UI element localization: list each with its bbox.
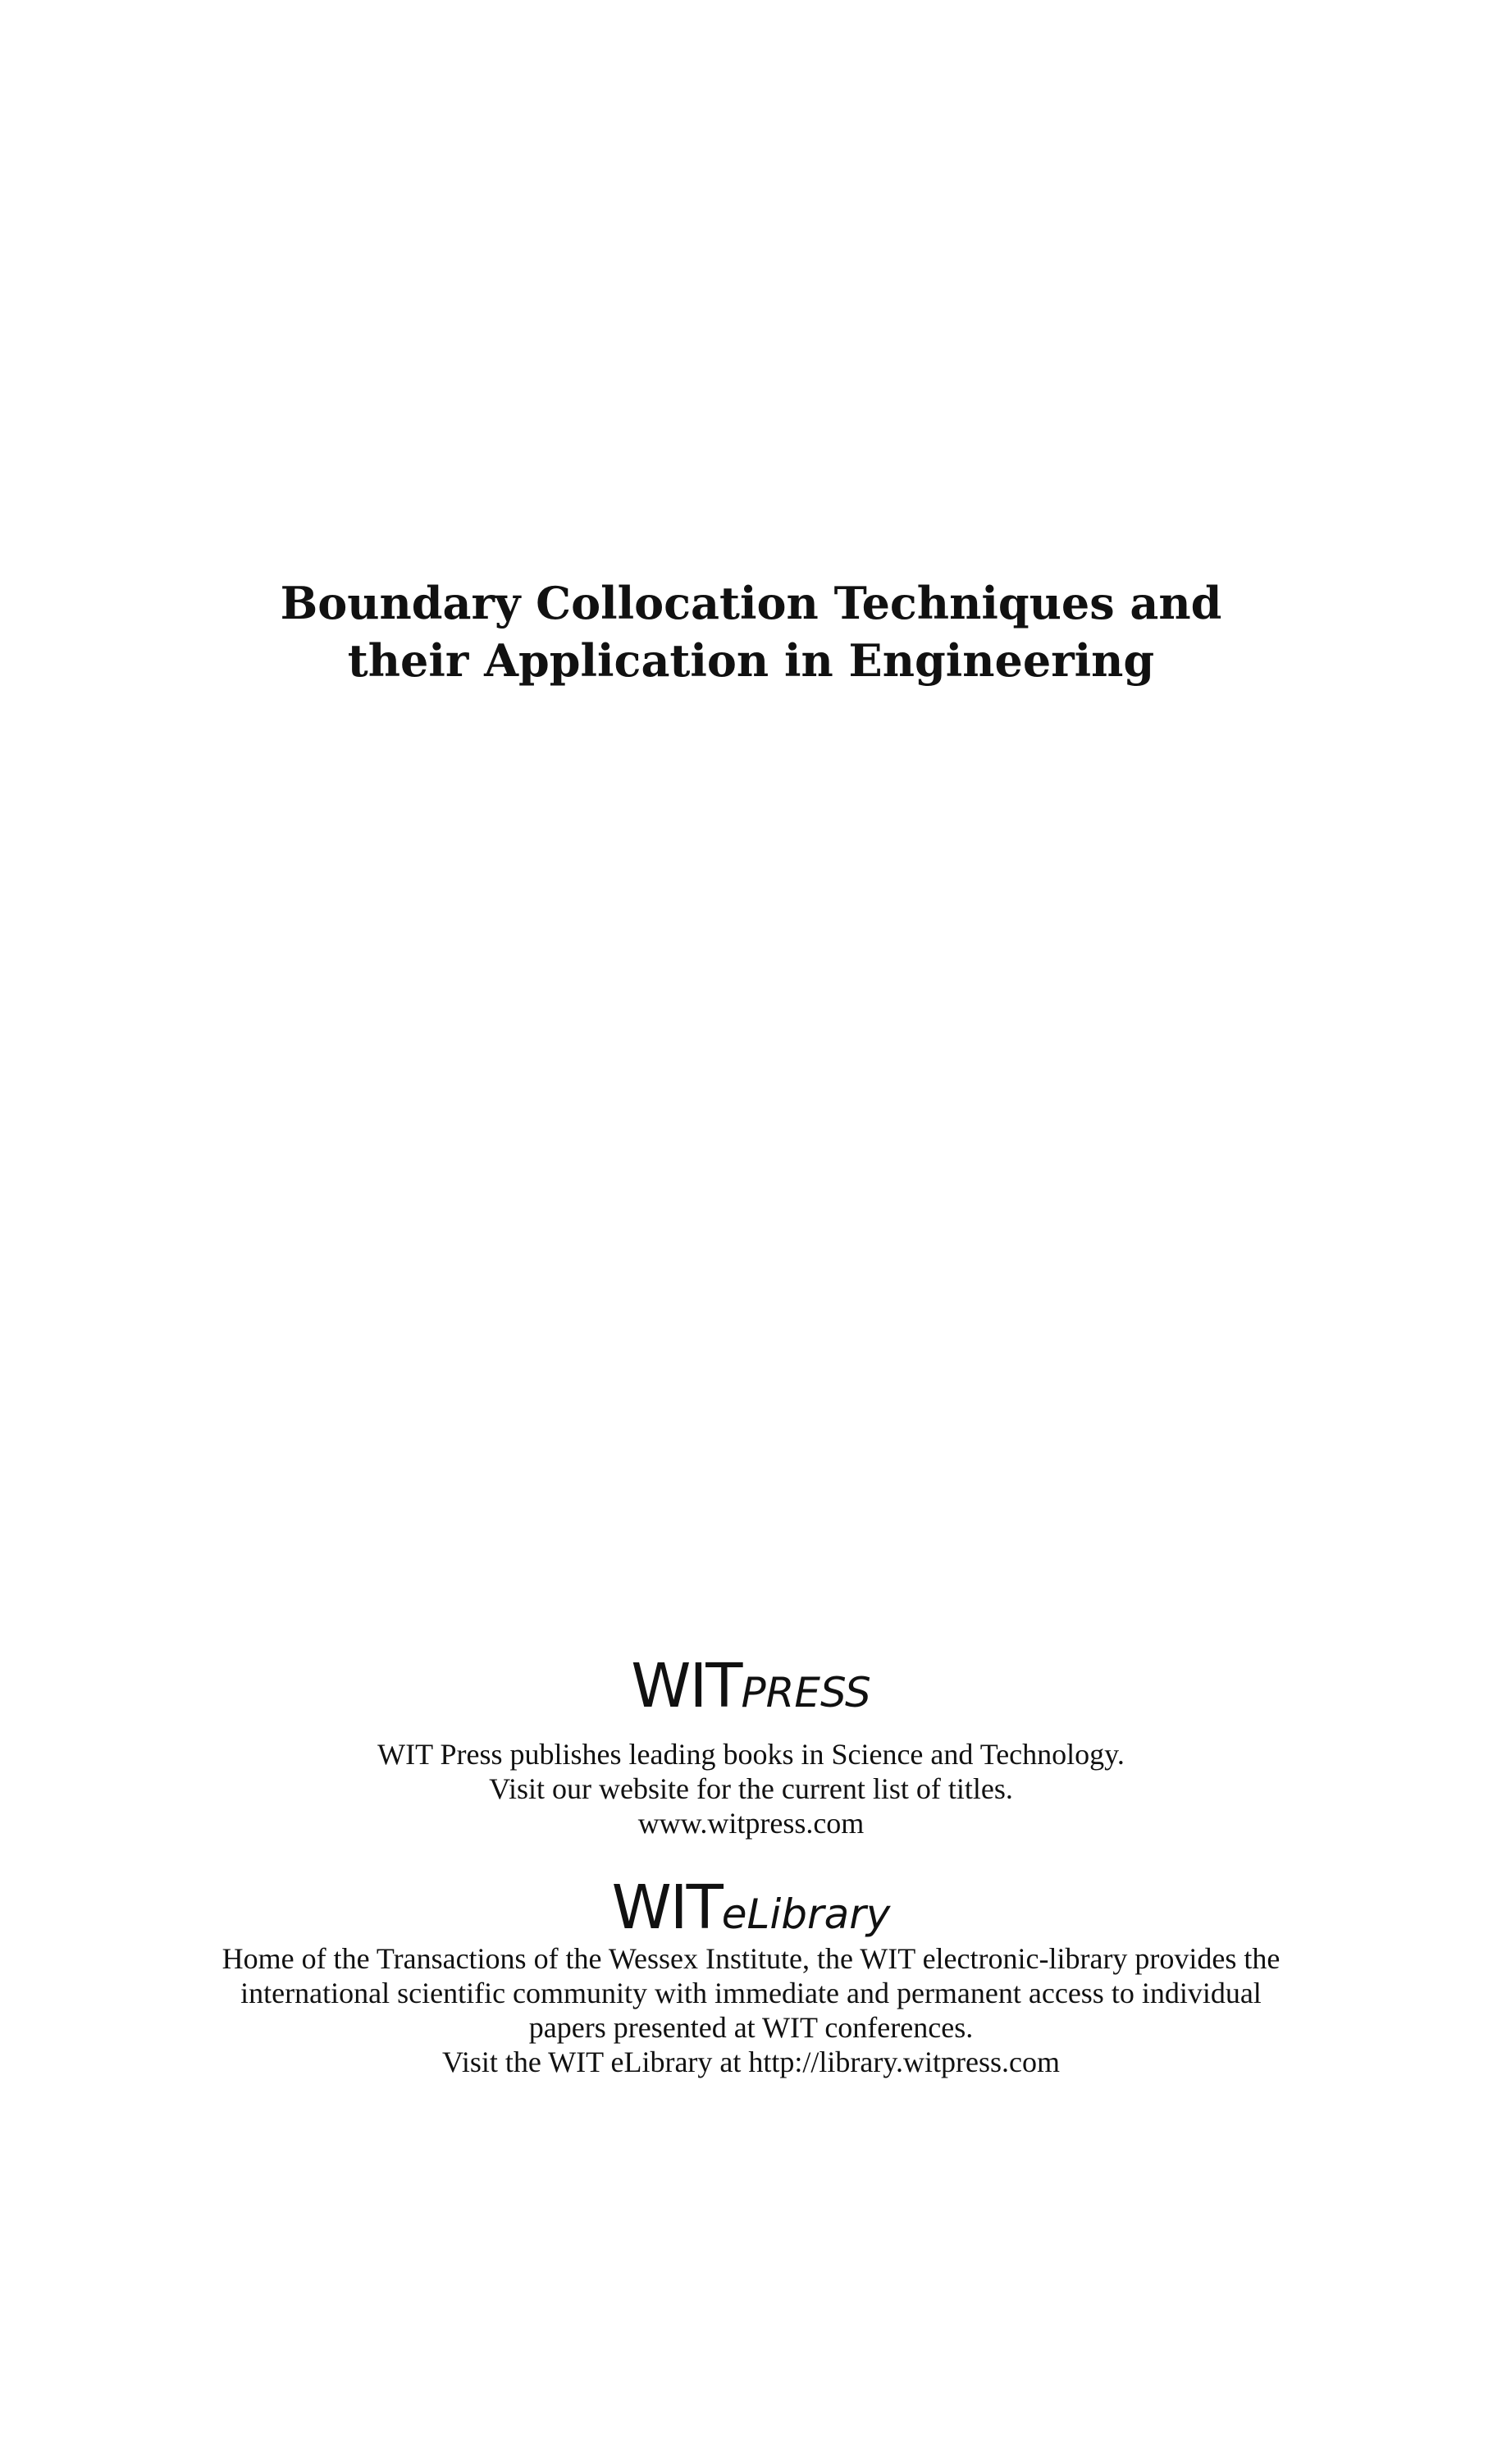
wit-elibrary-line-2: international scientific community with immediate and permanent access to individual	[240, 1977, 1262, 2009]
wit-press-description	[0, 1737, 1502, 1840]
wit-elibrary-line-1: Home of the Transactions of the Wessex Institute, the WIT electronic-library provides the	[221, 1942, 1281, 1975]
wit-press-line-2: Visit our website for the current list of titles.	[489, 1772, 1013, 1805]
book-title	[0, 574, 1502, 689]
wit-elibrary-logo	[0, 1867, 1502, 1949]
wit-elibrary-line-4[interactable]: Visit the WIT eLibrary at http://library.witpress.com	[442, 2046, 1060, 2078]
wit-elibrary-logo-main: WIT	[611, 1872, 722, 1943]
wit-press-logo-sub: PRESS	[741, 1669, 871, 1717]
wit-press-logo-main: WIT	[631, 1651, 742, 1721]
wit-press-line-1: WIT Press publishes leading books in Science and Technology.	[377, 1738, 1125, 1771]
wit-press-url[interactable]: www.witpress.com	[637, 1807, 865, 1840]
wit-elibrary-description	[0, 1941, 1502, 2079]
wit-elibrary-logo-sub: eLibrary	[721, 1890, 891, 1938]
wit-elibrary-line-3: papers presented at WIT conferences.	[528, 2011, 974, 2044]
book-title-line-2: their Application in Engineering	[347, 634, 1155, 687]
book-title-line-1: Boundary Collocation Techniques and	[280, 577, 1222, 629]
wit-press-logo	[0, 1645, 1502, 1727]
